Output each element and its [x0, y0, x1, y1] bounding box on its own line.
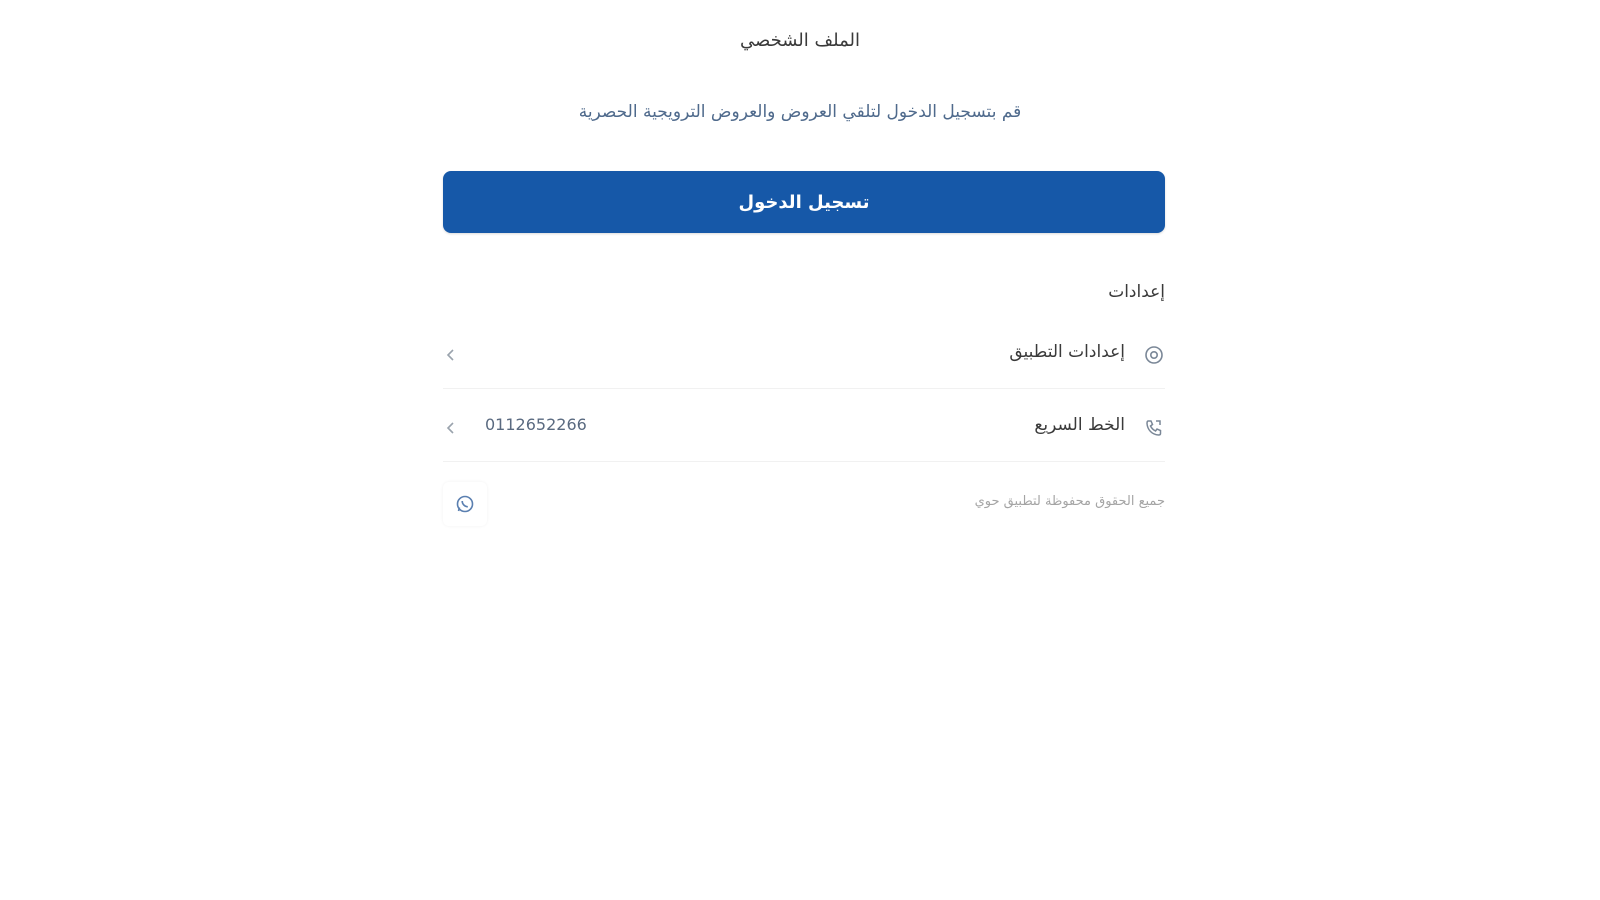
whatsapp-icon[interactable] [443, 482, 487, 526]
hotline-label: الخط السريع [1034, 415, 1125, 435]
app-settings-label: إعدادات التطبيق [1009, 342, 1125, 362]
phone-icon [1143, 417, 1165, 439]
chevron-left-icon [443, 345, 459, 365]
login-prompt: قم بتسجيل الدخول لتلقي العروض والعروض الترويجية الحصرية [578, 102, 1022, 122]
app-settings-row[interactable] [443, 322, 1165, 389]
chevron-left-icon [443, 418, 459, 438]
gear-icon [1143, 344, 1165, 366]
hotline-number: 0112652266 [485, 415, 587, 434]
copyright-text: جميع الحقوق محفوظة لتطبيق حوي [974, 494, 1165, 509]
hotline-row[interactable] [443, 395, 1165, 462]
login-button[interactable]: تسجيل الدخول [443, 171, 1165, 233]
settings-section-title: إعدادات [1108, 282, 1165, 302]
footer [443, 482, 1165, 528]
page-title: الملف الشخصي [740, 30, 860, 51]
